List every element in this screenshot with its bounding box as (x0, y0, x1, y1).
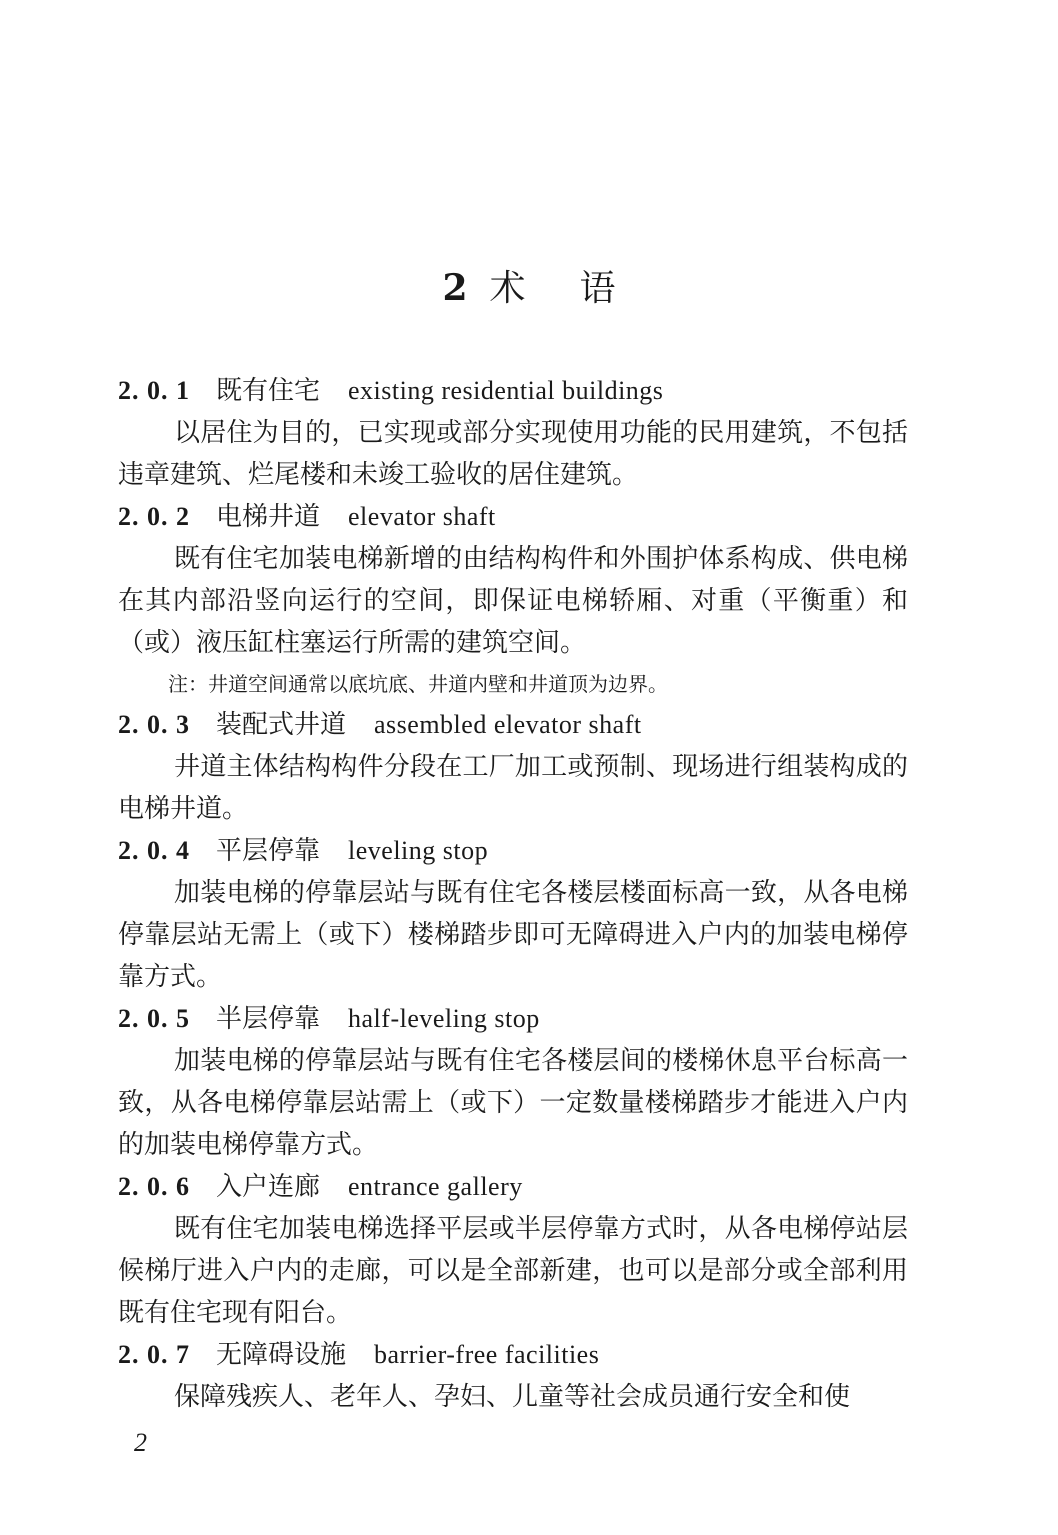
term-2-0-5 (118, 998, 908, 1166)
term-heading (118, 1166, 908, 1208)
term-note: 注：井道空间通常以底坑底、井道内壁和井道顶为边界。 (168, 672, 668, 696)
term-definition: 以居住为目的，已实现或部分实现使用功能的民用建筑，不包括违章建筑、烂尾楼和未竣工验收的居住建筑。 (118, 418, 908, 490)
term-english: assembled elevator shaft (374, 710, 642, 739)
term-2-0-6 (118, 1166, 908, 1334)
term-2-0-7 (118, 1334, 908, 1418)
term-heading (118, 998, 908, 1040)
term-definition: 加装电梯的停靠层站与既有住宅各楼层间的楼梯休息平台标高一致，从各电梯停靠层站需上（或下）一定数量楼梯踏步才能进入户内的加装电梯停靠方式。 (118, 1046, 908, 1160)
term-2-0-1 (118, 370, 908, 496)
term-number: 2. 0. 1 (118, 376, 190, 405)
term-2-0-4 (118, 830, 908, 998)
term-number: 2. 0. 6 (118, 1172, 190, 1201)
term-definition: 加装电梯的停靠层站与既有住宅各楼层楼面标高一致，从各电梯停靠层站无需上（或下）楼梯踏步即可无障碍进入户内的加装电梯停靠方式。 (118, 878, 908, 992)
term-heading (118, 1334, 908, 1376)
term-heading (118, 496, 908, 538)
term-definition: 既有住宅加装电梯新增的由结构构件和外围护体系构成、供电梯在其内部沿竖向运行的空间，即保证电梯轿厢、对重（平衡重）和（或）液压缸柱塞运行所需的建筑空间。 (118, 544, 908, 658)
term-definition: 既有住宅加装电梯选择平层或半层停靠方式时，从各电梯停站层候梯厅进入户内的走廊，可以是全部新建，也可以是部分或全部利用既有住宅现有阳台。 (118, 1214, 908, 1328)
term-english: barrier-free facilities (374, 1340, 600, 1369)
term-definition: 保障残疾人、老年人、孕妇、儿童等社会成员通行安全和使 (174, 1382, 851, 1412)
term-english: half-leveling stop (348, 1004, 540, 1033)
chapter-title (0, 262, 1058, 315)
term-number: 2. 0. 7 (118, 1340, 190, 1369)
chapter-number: 2 (442, 267, 468, 309)
term-chinese: 装配式井道 (216, 710, 347, 740)
term-number: 2. 0. 5 (118, 1004, 190, 1033)
term-heading (118, 830, 908, 872)
term-english: leveling stop (348, 836, 489, 865)
term-english: elevator shaft (348, 502, 496, 531)
term-2-0-2 (118, 496, 908, 704)
chapter-title-part2: 语 (579, 268, 616, 309)
term-heading (118, 704, 908, 746)
page-number: 2 (134, 1428, 147, 1457)
term-chinese: 电梯井道 (216, 502, 321, 532)
term-chinese: 无障碍设施 (216, 1340, 347, 1370)
term-english: entrance gallery (348, 1172, 523, 1201)
term-number: 2. 0. 2 (118, 502, 190, 531)
term-chinese: 既有住宅 (216, 376, 321, 406)
term-chinese: 半层停靠 (216, 1004, 321, 1034)
term-chinese: 平层停靠 (216, 836, 321, 866)
term-heading (118, 370, 908, 412)
term-number: 2. 0. 4 (118, 836, 190, 865)
terms-list (118, 370, 908, 1418)
term-chinese: 入户连廊 (216, 1172, 321, 1202)
chapter-title-part1: 术 (489, 268, 526, 309)
term-definition: 井道主体结构构件分段在工厂加工或预制、现场进行组装构成的电梯井道。 (118, 752, 908, 824)
term-english: existing residential buildings (348, 376, 664, 405)
term-2-0-3 (118, 704, 908, 830)
term-number: 2. 0. 3 (118, 710, 190, 739)
